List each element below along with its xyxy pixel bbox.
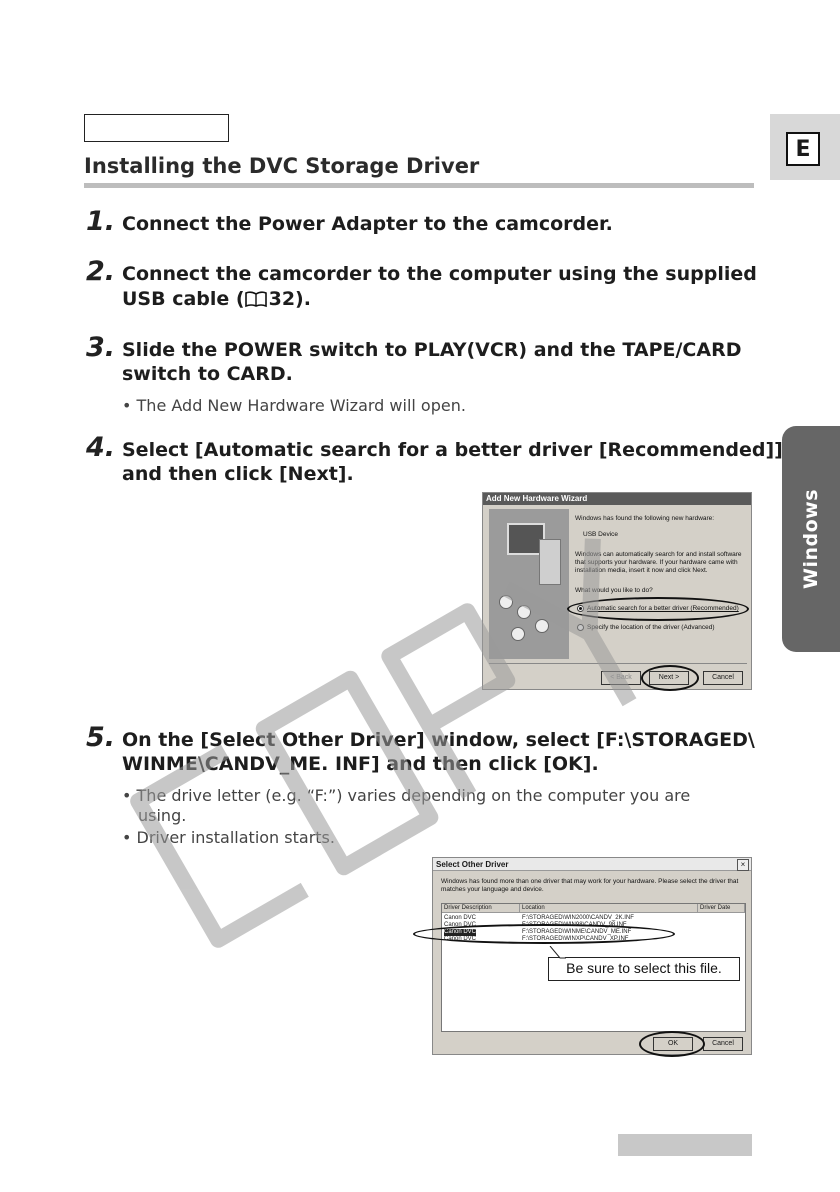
section-tab-label-wrap bbox=[782, 426, 840, 652]
language-badge: E bbox=[786, 132, 820, 166]
highlight-oval-option bbox=[567, 597, 749, 621]
table-row[interactable]: F:\STORAGED\WINXP\CANDV_XP.INF bbox=[522, 936, 629, 942]
step-4-line-1: Select [Automatic search for a better driver [Recommended]] bbox=[122, 439, 783, 461]
step-2-line-2-end: 32). bbox=[268, 288, 311, 310]
page-title: Installing the DVC Storage Driver bbox=[84, 154, 480, 178]
step-number-4: 4. bbox=[86, 432, 116, 463]
table-row[interactable]: Canon DVC bbox=[444, 922, 477, 928]
disc-icon bbox=[499, 595, 513, 609]
step-3-line-2: switch to CARD. bbox=[122, 363, 293, 385]
wizard-info-1: Windows can automatically search for and install software bbox=[575, 551, 742, 558]
table-row-selected[interactable]: Canon DVC bbox=[444, 929, 477, 935]
add-hardware-wizard-screenshot bbox=[482, 492, 752, 690]
highlight-oval-row bbox=[413, 924, 675, 944]
title-rule bbox=[84, 183, 754, 188]
wizard-question: What would you like to do? bbox=[575, 587, 653, 594]
back-button[interactable]: < Back bbox=[601, 671, 641, 685]
option-manual-label[interactable]: Specify the location of the driver (Advanced) bbox=[587, 624, 715, 631]
wizard-info-3: installation media, insert it now and click Next. bbox=[575, 567, 708, 574]
computer-illustration bbox=[489, 509, 569, 659]
step-2-line-1: Connect the camcorder to the computer using the supplied bbox=[122, 263, 757, 285]
radio-manual[interactable] bbox=[577, 624, 584, 631]
step-2-line-2-start: USB cable ( bbox=[122, 288, 245, 310]
table-row-selected-location[interactable]: F:\STORAGED\WINME\CANDV_ME.INF bbox=[522, 929, 632, 935]
step-5-bullet-2: • Driver installation starts. bbox=[122, 828, 335, 847]
wizard-found-text: Windows has found the following new hardware: bbox=[575, 515, 715, 522]
wizard-title: Add New Hardware Wizard bbox=[483, 493, 751, 505]
section-tab-label: Windows bbox=[800, 488, 823, 590]
wizard-device: USB Device bbox=[583, 531, 619, 538]
callout-note: Be sure to select this file. bbox=[548, 957, 740, 981]
step-5-bullet-1: • The drive letter (e.g. “F:”) varies depending on the computer you are bbox=[122, 786, 691, 805]
disc-icon bbox=[511, 627, 525, 641]
close-icon[interactable]: × bbox=[737, 859, 749, 871]
table-row[interactable]: F:\STORAGED\WIN2000\CANDV_2K.INF bbox=[522, 915, 634, 921]
step-5-bullet-1-cont: using. bbox=[138, 806, 187, 825]
cancel-button[interactable]: Cancel bbox=[703, 671, 743, 685]
step-3-line-1: Slide the POWER switch to PLAY(VCR) and the TAPE/CARD bbox=[122, 339, 742, 361]
step-1-line-1: Connect the Power Adapter to the camcorder. bbox=[122, 213, 613, 235]
step-number-2: 2. bbox=[86, 256, 116, 287]
cancel-button[interactable]: Cancel bbox=[703, 1037, 743, 1051]
ok-button[interactable]: OK bbox=[653, 1037, 693, 1051]
table-row[interactable]: Canon DVC bbox=[444, 915, 477, 921]
header-box bbox=[84, 114, 229, 142]
select-other-driver-screenshot bbox=[432, 857, 752, 1055]
tower-icon bbox=[539, 539, 561, 585]
step-5-line-1: On the [Select Other Driver] window, select [F:\STORAGED\ bbox=[122, 729, 755, 751]
book-icon bbox=[245, 290, 267, 314]
step-3-bullet-1: • The Add New Hardware Wizard will open. bbox=[122, 396, 466, 415]
step-number-1: 1. bbox=[86, 206, 116, 237]
column-header-description[interactable]: Driver Description bbox=[442, 904, 520, 913]
disc-icon bbox=[535, 619, 549, 633]
column-header-location[interactable]: Location bbox=[520, 904, 698, 913]
step-number-5: 5. bbox=[86, 722, 116, 753]
highlight-oval-next bbox=[641, 665, 699, 691]
wizard-separator bbox=[489, 663, 747, 664]
step-number-3: 3. bbox=[86, 332, 116, 363]
callout-pointer bbox=[548, 946, 568, 960]
step-2-line-2 bbox=[122, 287, 311, 314]
highlight-oval-ok bbox=[639, 1031, 705, 1057]
driver-intro-1: Windows has found more than one driver that may work for your hardware. Please select the driver that bbox=[441, 878, 739, 885]
table-row[interactable]: Canon DVC bbox=[444, 936, 477, 942]
table-row[interactable]: F:\STORAGED\WIN98\CANDV_98.INF bbox=[522, 922, 627, 928]
footer-page-bar bbox=[618, 1134, 752, 1156]
next-button[interactable]: Next > bbox=[649, 671, 689, 685]
disc-icon bbox=[517, 605, 531, 619]
step-5-line-2: WINME\CANDV_ME. INF] and then click [OK]. bbox=[122, 753, 599, 775]
driver-dialog-title: Select Other Driver bbox=[433, 858, 751, 871]
step-4-line-2: and then click [Next]. bbox=[122, 463, 354, 485]
wizard-info-2: that supports your hardware. If your hardware came with bbox=[575, 559, 738, 566]
driver-intro-2: matches your language and device. bbox=[441, 886, 544, 893]
column-header-date[interactable]: Driver Date bbox=[698, 904, 745, 913]
option-auto-label[interactable]: Automatic search for a better driver (Recommended) bbox=[587, 605, 739, 612]
